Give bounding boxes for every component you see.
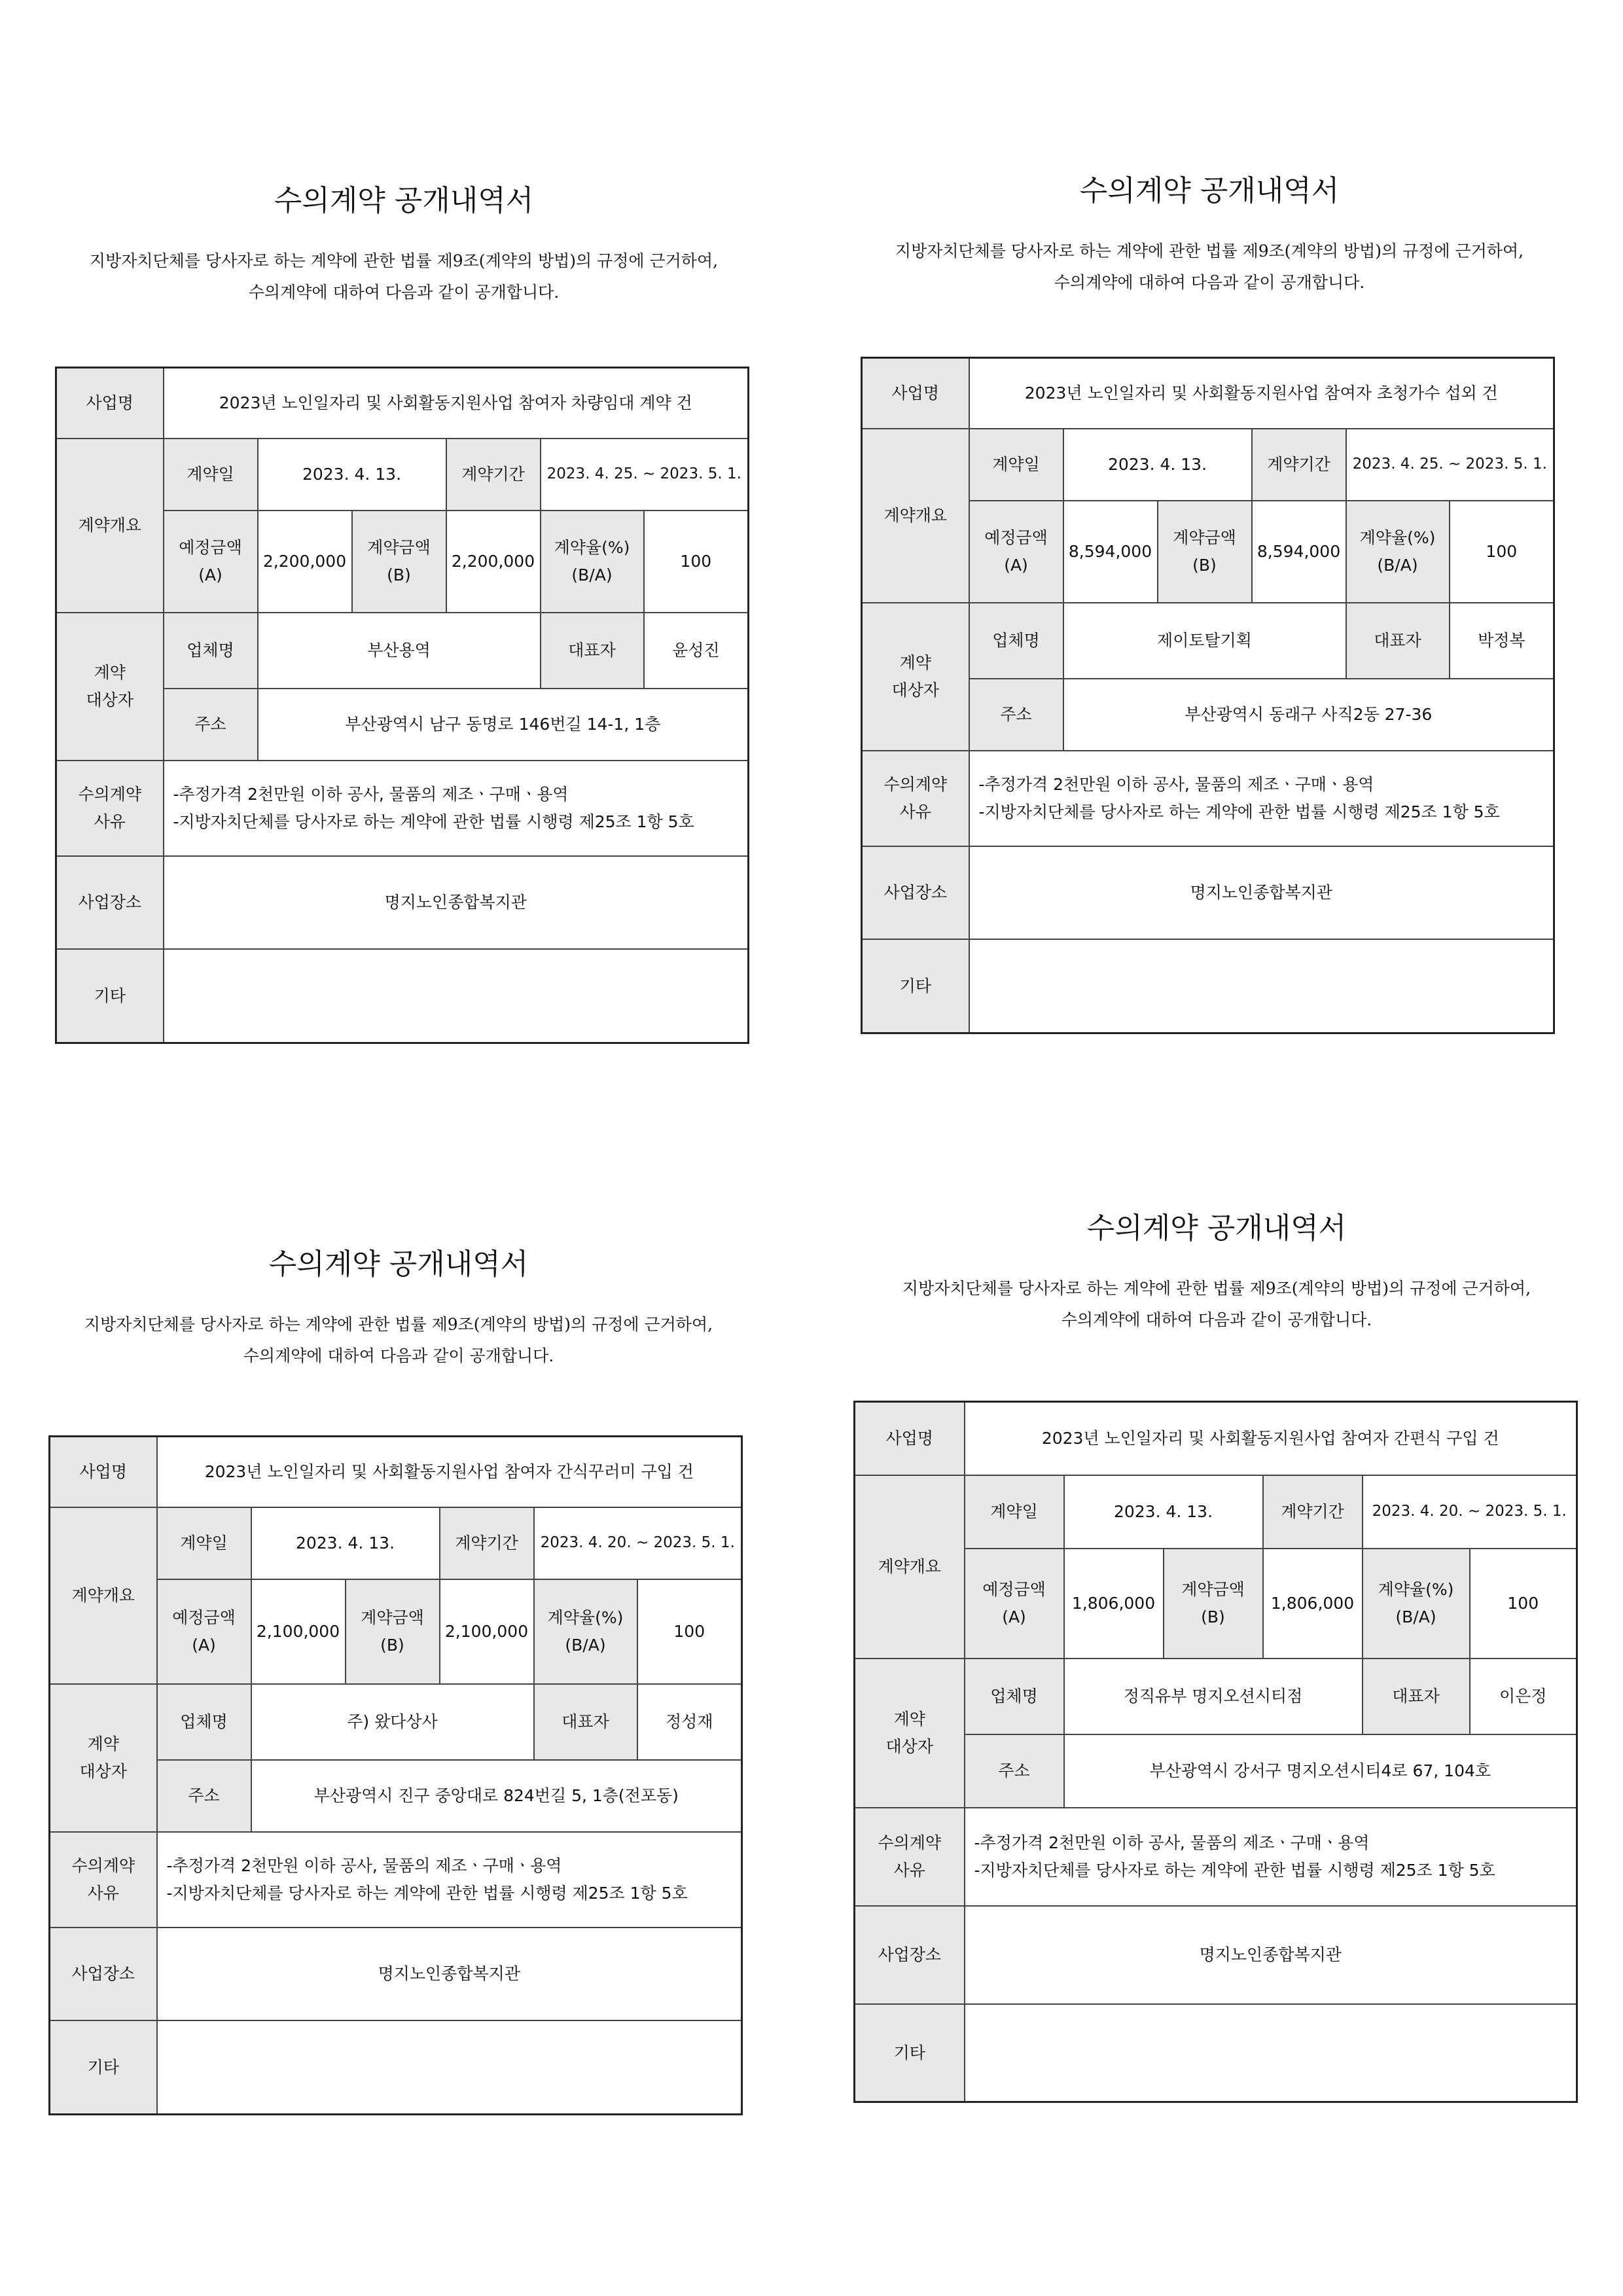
row-location [862,846,1554,939]
label-etc: 기타 [862,939,969,1033]
row-company [56,613,749,689]
label-contract-amount-line-1: 계약금액 [367,538,431,558]
label-project: 사업명 [56,368,164,439]
doc-description [861,236,1558,298]
row-reason [50,1832,742,1928]
label-contract-amount-line-2: (B) [380,1635,404,1655]
label-reason-line-1: 수의계약 [78,785,142,804]
label-contract-rate-line-1: 계약율(%) [554,538,630,558]
label-reason-line-1: 수의계약 [883,775,948,795]
etc-value [969,939,1554,1033]
doc-title: 수의계약 공개내역서 [274,184,534,217]
row-reason [56,761,749,856]
reason-line-1: -추정가격 2천만원 이하 공사, 물품의 제조ㆍ구매ㆍ용역 [974,1833,1370,1853]
label-reason [862,751,969,846]
representative-name: 정성재 [637,1684,742,1760]
label-contract-rate-line-2: (B/A) [1395,1607,1436,1626]
label-location: 사업장소 [50,1928,157,2020]
description-line-1: 지방자치단체를 당사자로 하는 계약에 관한 법률 제9조(계약의 방법)의 규정에 근거하여, [895,242,1524,260]
reason-text [164,761,749,856]
contract-amount: 2,200,000 [446,511,541,613]
contract-rate: 100 [1450,501,1554,603]
label-representative: 대표자 [534,1684,637,1760]
estimated-amount: 2,200,000 [258,511,352,613]
label-reason-line-2: 사유 [893,1860,925,1880]
row-project [862,358,1554,429]
contract-amount: 1,806,000 [1263,1549,1363,1659]
row-contract-date [855,1475,1577,1549]
row-project [855,1402,1577,1475]
label-contract-party-line-2: 대상자 [86,690,134,709]
disclosure-table [853,1401,1578,2103]
label-etc: 기타 [56,949,164,1043]
row-company [50,1684,742,1760]
label-contract-amount [352,511,446,613]
reason-text [969,751,1554,846]
label-contract-rate [1363,1549,1470,1659]
contract-date: 2023. 4. 13. [1064,1475,1263,1549]
row-etc [50,2020,742,2115]
label-reason [50,1832,157,1928]
label-contract-party-line-1: 계약 [87,1734,119,1754]
contract-period: 2023. 4. 25. ~ 2023. 5. 1. [1346,429,1554,501]
label-contract-amount-line-2: (B) [1192,555,1217,575]
description-line-1: 지방자치단체를 당사자로 하는 계약에 관한 법률 제9조(계약의 방법)의 규정에 근거하여, [84,1315,713,1334]
label-contract-amount-line-1: 계약금액 [1181,1580,1245,1600]
contract-rate: 100 [644,511,749,613]
label-contract-party-line-2: 대상자 [885,1736,933,1756]
disclosure-table [861,357,1555,1034]
contract-period: 2023. 4. 20. ~ 2023. 5. 1. [534,1507,742,1579]
location-value: 명지노인종합복지관 [969,846,1554,939]
row-reason [855,1808,1577,1906]
label-contract-party-line-2: 대상자 [891,680,939,700]
disclosure-table [55,367,749,1044]
company-name: 부산용역 [258,613,541,689]
label-contract-rate-line-2: (B/A) [571,565,613,584]
row-location [855,1906,1577,2004]
representative-name: 윤성진 [644,613,749,689]
label-contract-date: 계약일 [164,439,258,511]
representative-name: 이은정 [1470,1659,1577,1734]
row-contract-date [50,1507,742,1579]
label-etc: 기타 [855,2004,965,2102]
label-contract-period: 계약기간 [440,1507,534,1579]
label-reason-line-1: 수의계약 [878,1833,942,1853]
label-estimated-amount-line-2: (A) [198,565,223,584]
label-contract-amount [1158,501,1252,603]
label-company: 업체명 [157,1684,251,1760]
label-contract-party [855,1659,965,1808]
contract-period: 2023. 4. 20. ~ 2023. 5. 1. [1363,1475,1577,1549]
reason-line-2: -지방자치단체를 당사자로 하는 계약에 관한 법률 시행령 제25조 1항 5호 [166,1883,688,1903]
label-representative: 대표자 [541,613,644,689]
row-company [862,603,1554,679]
label-reason [855,1808,965,1906]
label-contract-date: 계약일 [969,429,1063,501]
etc-value [157,2020,742,2115]
company-address: 부산광역시 강서구 명지오션시티4로 67, 104호 [1064,1734,1577,1808]
label-project: 사업명 [855,1402,965,1475]
contract-amount: 8,594,000 [1252,501,1346,603]
label-address: 주소 [965,1734,1064,1808]
row-company [855,1659,1577,1734]
label-contract-rate-line-1: 계약율(%) [1378,1580,1454,1600]
label-contract-date: 계약일 [157,1507,251,1579]
description-line-1: 지방자치단체를 당사자로 하는 계약에 관한 법률 제9조(계약의 방법)의 규정에 근거하여, [89,251,719,270]
label-contract-period: 계약기간 [1263,1475,1363,1549]
doc-title: 수의계약 공개내역서 [1086,1211,1347,1245]
label-reason [56,761,164,856]
disclosure-table [48,1435,743,2115]
label-contract-period: 계약기간 [446,439,541,511]
label-estimated-amount-line-2: (A) [192,1635,216,1655]
label-company: 업체명 [164,613,258,689]
label-overview: 계약개요 [855,1475,965,1659]
label-reason-line-1: 수의계약 [71,1856,135,1876]
contract-rate: 100 [1470,1549,1577,1659]
doc-title: 수의계약 공개내역서 [1079,174,1340,207]
etc-value [965,2004,1577,2102]
label-contract-amount-line-2: (B) [1201,1607,1225,1626]
label-contract-party-line-1: 계약 [94,663,126,683]
project-name: 2023년 노인일자리 및 사회활동지원사업 참여자 간편식 구입 건 [965,1402,1577,1475]
label-estimated-amount-line-2: (A) [1004,555,1028,575]
location-value: 명지노인종합복지관 [157,1928,742,2020]
estimated-amount: 8,594,000 [1063,501,1158,603]
label-location: 사업장소 [862,846,969,939]
reason-line-2: -지방자치단체를 당사자로 하는 계약에 관한 법률 시행령 제25조 1항 5호 [978,802,1500,821]
doc-description [48,1309,749,1372]
label-contract-party [56,613,164,761]
doc-description [853,1273,1580,1336]
contract-date: 2023. 4. 13. [251,1507,440,1579]
label-address: 주소 [164,689,258,761]
row-etc [862,939,1554,1033]
label-estimated-amount-line-1: 예정금액 [982,1580,1046,1600]
label-estimated-amount-line-1: 예정금액 [179,538,242,558]
reason-line-1: -추정가격 2천만원 이하 공사, 물품의 제조ㆍ구매ㆍ용역 [978,775,1374,795]
label-location: 사업장소 [855,1906,965,2004]
reason-text [965,1808,1577,1906]
row-project [50,1437,742,1507]
project-name: 2023년 노인일자리 및 사회활동지원사업 참여자 초청가수 섭외 건 [969,358,1554,429]
label-reason-line-2: 사유 [87,1883,119,1903]
label-contract-party-line-1: 계약 [899,653,931,673]
estimated-amount: 2,100,000 [251,1579,346,1684]
label-contract-party-line-1: 계약 [893,1710,925,1729]
label-representative: 대표자 [1346,603,1450,679]
label-overview: 계약개요 [862,429,969,603]
company-address: 부산광역시 남구 동명로 146번길 14-1, 1층 [258,689,749,761]
label-overview: 계약개요 [50,1507,157,1684]
company-name: 주) 왔다상사 [251,1684,534,1760]
label-contract-rate-line-1: 계약율(%) [547,1608,624,1628]
reason-text [157,1832,742,1928]
disclosure-document [853,1204,1580,2121]
label-company: 업체명 [969,603,1063,679]
contract-date: 2023. 4. 13. [258,439,446,511]
label-estimated-amount [969,501,1063,603]
row-location [56,856,749,949]
estimated-amount: 1,806,000 [1064,1549,1164,1659]
row-location [50,1928,742,2020]
label-location: 사업장소 [56,856,164,949]
label-estimated-amount [164,511,258,613]
row-contract-date [56,439,749,511]
company-address: 부산광역시 동래구 사직2동 27-36 [1063,679,1554,751]
label-reason-line-2: 사유 [899,802,931,821]
label-contract-amount-line-2: (B) [387,565,411,584]
label-contract-party-line-2: 대상자 [79,1761,127,1781]
description-line-2: 수의계약에 대하여 다음과 같이 공개합니다. [1061,1310,1372,1329]
disclosure-document [48,1240,749,2157]
location-value: 명지노인종합복지관 [164,856,749,949]
label-estimated-amount-line-2: (A) [1002,1607,1026,1626]
row-etc [56,949,749,1043]
label-overview: 계약개요 [56,439,164,613]
contract-rate: 100 [637,1579,742,1684]
etc-value [164,949,749,1043]
location-value: 명지노인종합복지관 [965,1906,1577,2004]
label-contract-amount [1164,1549,1263,1659]
label-estimated-amount-line-1: 예정금액 [172,1608,236,1628]
project-name: 2023년 노인일자리 및 사회활동지원사업 참여자 차량임대 계약 건 [164,368,749,439]
reason-line-1: -추정가격 2천만원 이하 공사, 물품의 제조ㆍ구매ㆍ용역 [173,785,569,804]
label-estimated-amount-line-1: 예정금액 [984,528,1048,548]
label-contract-party [862,603,969,751]
label-estimated-amount [965,1549,1064,1659]
doc-description [55,245,753,308]
label-address: 주소 [157,1760,251,1832]
label-contract-rate [541,511,644,613]
description-line-2: 수의계약에 대하여 다음과 같이 공개합니다. [1054,273,1365,292]
row-etc [855,2004,1577,2102]
contract-amount: 2,100,000 [440,1579,534,1684]
label-company: 업체명 [965,1659,1064,1734]
label-contract-rate-line-2: (B/A) [565,1635,606,1655]
contract-period: 2023. 4. 25. ~ 2023. 5. 1. [541,439,749,511]
label-contract-rate [534,1579,637,1684]
label-contract-period: 계약기간 [1252,429,1346,501]
label-contract-party [50,1684,157,1832]
label-contract-rate-line-2: (B/A) [1377,555,1418,575]
row-contract-date [862,429,1554,501]
label-representative: 대표자 [1363,1659,1470,1734]
label-project: 사업명 [50,1437,157,1507]
label-address: 주소 [969,679,1063,751]
label-contract-rate [1346,501,1450,603]
label-contract-amount-line-1: 계약금액 [361,1608,424,1628]
doc-title: 수의계약 공개내역서 [268,1247,529,1281]
reason-line-2: -지방자치단체를 당사자로 하는 계약에 관한 법률 시행령 제25조 1항 5호 [974,1860,1495,1880]
company-name: 정직유부 명지오션시티점 [1064,1659,1363,1734]
reason-line-2: -지방자치단체를 당사자로 하는 계약에 관한 법률 시행령 제25조 1항 5호 [173,812,694,831]
label-estimated-amount [157,1579,251,1684]
description-line-2: 수의계약에 대하여 다음과 같이 공개합니다. [248,283,560,302]
label-contract-rate-line-1: 계약율(%) [1359,528,1436,548]
label-contract-amount [346,1579,440,1684]
representative-name: 박정복 [1450,603,1554,679]
label-reason-line-2: 사유 [94,812,126,831]
label-contract-date: 계약일 [965,1475,1064,1549]
label-etc: 기타 [50,2020,157,2115]
label-project: 사업명 [862,358,969,429]
reason-line-1: -추정가격 2천만원 이하 공사, 물품의 제조ㆍ구매ㆍ용역 [166,1856,562,1876]
row-reason [862,751,1554,846]
contract-date: 2023. 4. 13. [1063,429,1252,501]
description-line-1: 지방자치단체를 당사자로 하는 계약에 관한 법률 제9조(계약의 방법)의 규정에 근거하여, [902,1279,1531,1298]
company-name: 제이토탈기획 [1063,603,1346,679]
company-address: 부산광역시 진구 중앙대로 824번길 5, 1층(전포동) [251,1760,742,1832]
description-line-2: 수의계약에 대하여 다음과 같이 공개합니다. [243,1346,554,1365]
row-project [56,368,749,439]
label-contract-amount-line-1: 계약금액 [1173,528,1236,548]
disclosure-document [861,167,1558,1083]
project-name: 2023년 노인일자리 및 사회활동지원사업 참여자 간식꾸러미 구입 건 [157,1437,742,1507]
disclosure-document [55,177,753,1093]
